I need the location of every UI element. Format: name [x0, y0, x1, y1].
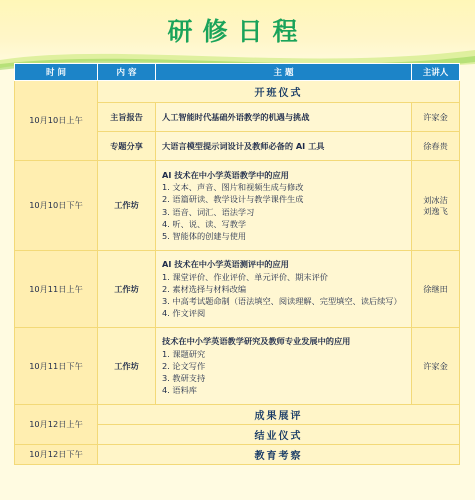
- list-item: 1. 课堂评价、作业评价、单元评价、期末评价: [162, 271, 328, 282]
- time-cell: 10月12日下午: [15, 445, 98, 465]
- list-item: 4. 语料库: [162, 385, 197, 396]
- type-cell: 主旨报告: [98, 103, 156, 132]
- header-time: 时 间: [15, 64, 98, 81]
- time-cell: 10月10日下午: [15, 161, 98, 251]
- list-item: 3. 教研支持: [162, 373, 206, 384]
- speaker-cell: 许家金: [412, 328, 460, 405]
- time-cell: 10月11日下午: [15, 328, 98, 405]
- header-content: 内 容: [98, 64, 156, 81]
- time-cell: 10月10日上午: [15, 81, 98, 161]
- type-cell: 工作坊: [98, 328, 156, 405]
- topic-cell: 人工智能时代基础外语教学的机遇与挑战: [156, 103, 412, 132]
- list-item: 1. 文本、声音、图片和视频生成与修改: [162, 182, 304, 193]
- type-cell: 专题分享: [98, 132, 156, 161]
- list-item: 3. 语音、词汇、语法学习: [162, 206, 255, 217]
- speaker-cell: 许家金: [412, 103, 460, 132]
- table-row: [15, 328, 460, 405]
- time-cell: 10月11日上午: [15, 251, 98, 328]
- section-visit: 教育考察: [98, 445, 460, 465]
- time-cell: 10月12日上午: [15, 405, 98, 445]
- topic-cell: [156, 328, 412, 405]
- header-topic: 主 题: [156, 64, 412, 81]
- list-item: 4. 作文评阅: [162, 308, 206, 319]
- list-item: 4. 听、说、读、写教学: [162, 218, 247, 229]
- topic-cell: [156, 251, 412, 328]
- list-item: 3. 中高考试题命制（语法填空、阅读理解、完型填空、读后续写）: [162, 296, 402, 307]
- header-speaker: 主讲人: [412, 64, 460, 81]
- topic-cell: [156, 161, 412, 251]
- speaker-cell: 徐继田: [412, 251, 460, 328]
- speaker-name: 刘逸飞: [423, 205, 448, 216]
- table-row: [15, 445, 460, 465]
- type-cell: 工作坊: [98, 251, 156, 328]
- list-item: 2. 论文写作: [162, 360, 206, 371]
- table-row: [15, 161, 460, 251]
- section-closing: 结业仪式: [98, 425, 460, 445]
- list-item: 2. 素材选择与材料改编: [162, 283, 247, 294]
- speaker-cell: 徐春贵: [412, 132, 460, 161]
- list-item: 1. 课题研究: [162, 348, 206, 359]
- page-title: 研修日程: [167, 17, 308, 46]
- table-row: [15, 81, 460, 103]
- table-row: [15, 251, 460, 328]
- topic-title: 技术在中小学英语教学研究及教师专业发展中的应用: [162, 336, 351, 347]
- list-item: 2. 语篇研读、教学设计与教学课件生成: [162, 194, 304, 205]
- speaker-cell: [412, 161, 460, 251]
- list-item: 5. 智能体的创建与使用: [162, 230, 247, 241]
- speaker-name: 刘冰洁: [423, 194, 448, 205]
- topic-title: AI 技术在中小学英语测评中的应用: [162, 259, 289, 270]
- type-cell: 工作坊: [98, 161, 156, 251]
- table-header-row: [15, 64, 460, 81]
- topic-title: AI 技术在中小学英语教学中的应用: [162, 169, 289, 180]
- table-row: [15, 405, 460, 425]
- schedule-table: [14, 63, 460, 465]
- topic-cell: 大语言模型提示词设计及教师必备的 AI 工具: [156, 132, 412, 161]
- section-results: 成果展评: [98, 405, 460, 425]
- section-opening: 开班仪式: [98, 81, 460, 103]
